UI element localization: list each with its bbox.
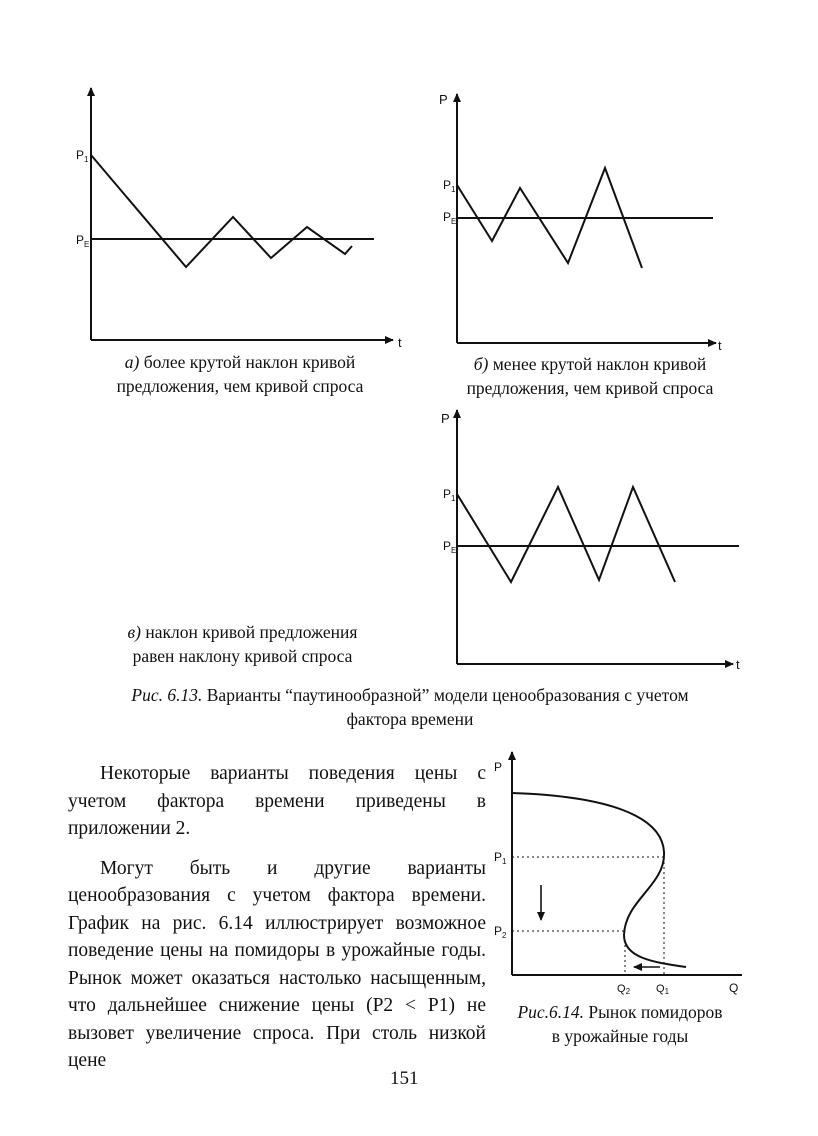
panel-b-pe-label: $P_E$: [443, 210, 457, 226]
fig614-p1-label: $P_1$: [494, 850, 507, 866]
body-paragraph-2: Могут быть и другие варианты ценообразования с учетом фактора времени. График на рис. 6.14 иллюстрирует возможное поведение цены на помидоры в урожайные годы. Рынок может оказаться настолько насыщенным, что дальнейшее снижение цены (P2 < P1) не вызовет увеличение спроса. При столь низкой цене: [68, 857, 486, 1071]
fig614-q-label: Q: [729, 981, 739, 995]
body-text: [68, 760, 486, 1075]
panel-b-caption: [435, 352, 745, 400]
panel-v-pe-label: $P_E$: [443, 539, 457, 555]
fig614-q1-label: Q1: [656, 983, 670, 996]
panel-v-price-path: [457, 487, 675, 582]
panel-b-caption-line1: менее крутой наклон кривой: [488, 354, 707, 374]
panel-a-caption-line1: более крутой наклон кривой: [139, 352, 356, 372]
panel-v-caption-line2: равен наклону кривой спроса: [132, 646, 353, 666]
panel-a-caption-line2: предложения, чем кривой спроса: [116, 376, 364, 396]
panel-v-t-label: t: [736, 657, 740, 672]
panel-b-p-label: P: [439, 92, 448, 107]
figure-6-13-caption-text2: фактора времени: [346, 709, 474, 729]
figure-6-13-caption-label: Рис. 6.13.: [131, 685, 203, 705]
panel-v-caption-prefix: в): [127, 622, 141, 642]
panel-b-chart: [439, 92, 722, 353]
body-paragraph-1: Некоторые варианты поведения цены с учетом фактора времени приведены в приложении 2.: [68, 763, 486, 839]
panel-b-caption-prefix: б): [473, 354, 489, 374]
panel-b-p1-label: $P_1$: [443, 178, 456, 194]
fig614-demand-curve: [512, 793, 686, 967]
panel-a-t-label: t: [398, 335, 402, 350]
panel-v-chart: [441, 410, 740, 672]
figure-6-14-chart: [494, 752, 742, 996]
page-number: 151: [390, 1068, 419, 1089]
figure-6-13-caption: [60, 683, 760, 731]
panel-b-caption-line2: предложения, чем кривой спроса: [466, 378, 714, 398]
panel-v-caption: [85, 620, 400, 668]
panel-v-p-label: P: [441, 411, 450, 426]
figure-6-14-caption-text2: в урожайные годы: [551, 1026, 689, 1046]
panel-v-caption-line1: наклон кривой предложения: [140, 622, 358, 642]
panel-a-price-path: [91, 155, 352, 267]
fig614-p2-label: $P_2$: [494, 924, 507, 940]
fig614-p-label: P: [494, 760, 503, 774]
panel-b-t-label: t: [718, 338, 722, 353]
panel-v-p1-label: $P_1$: [443, 487, 456, 503]
panel-a-chart: [76, 88, 402, 350]
figure-6-13-caption-text1: Варианты “паутинообразной” модели ценообразования с учетом: [202, 685, 689, 705]
panel-a-caption-prefix: а): [124, 352, 140, 372]
figure-6-14-caption-text1: Рынок помидоров: [584, 1002, 723, 1022]
panel-a-p1-label: $P_1$: [76, 148, 89, 164]
panel-a-pe-label: $P_E$: [76, 233, 90, 249]
figure-6-14-caption: [490, 1000, 750, 1048]
figure-6-14-caption-label: Рис.6.14.: [517, 1002, 585, 1022]
fig614-q2-label: Q2: [617, 983, 631, 996]
panel-a-caption: [70, 350, 410, 398]
